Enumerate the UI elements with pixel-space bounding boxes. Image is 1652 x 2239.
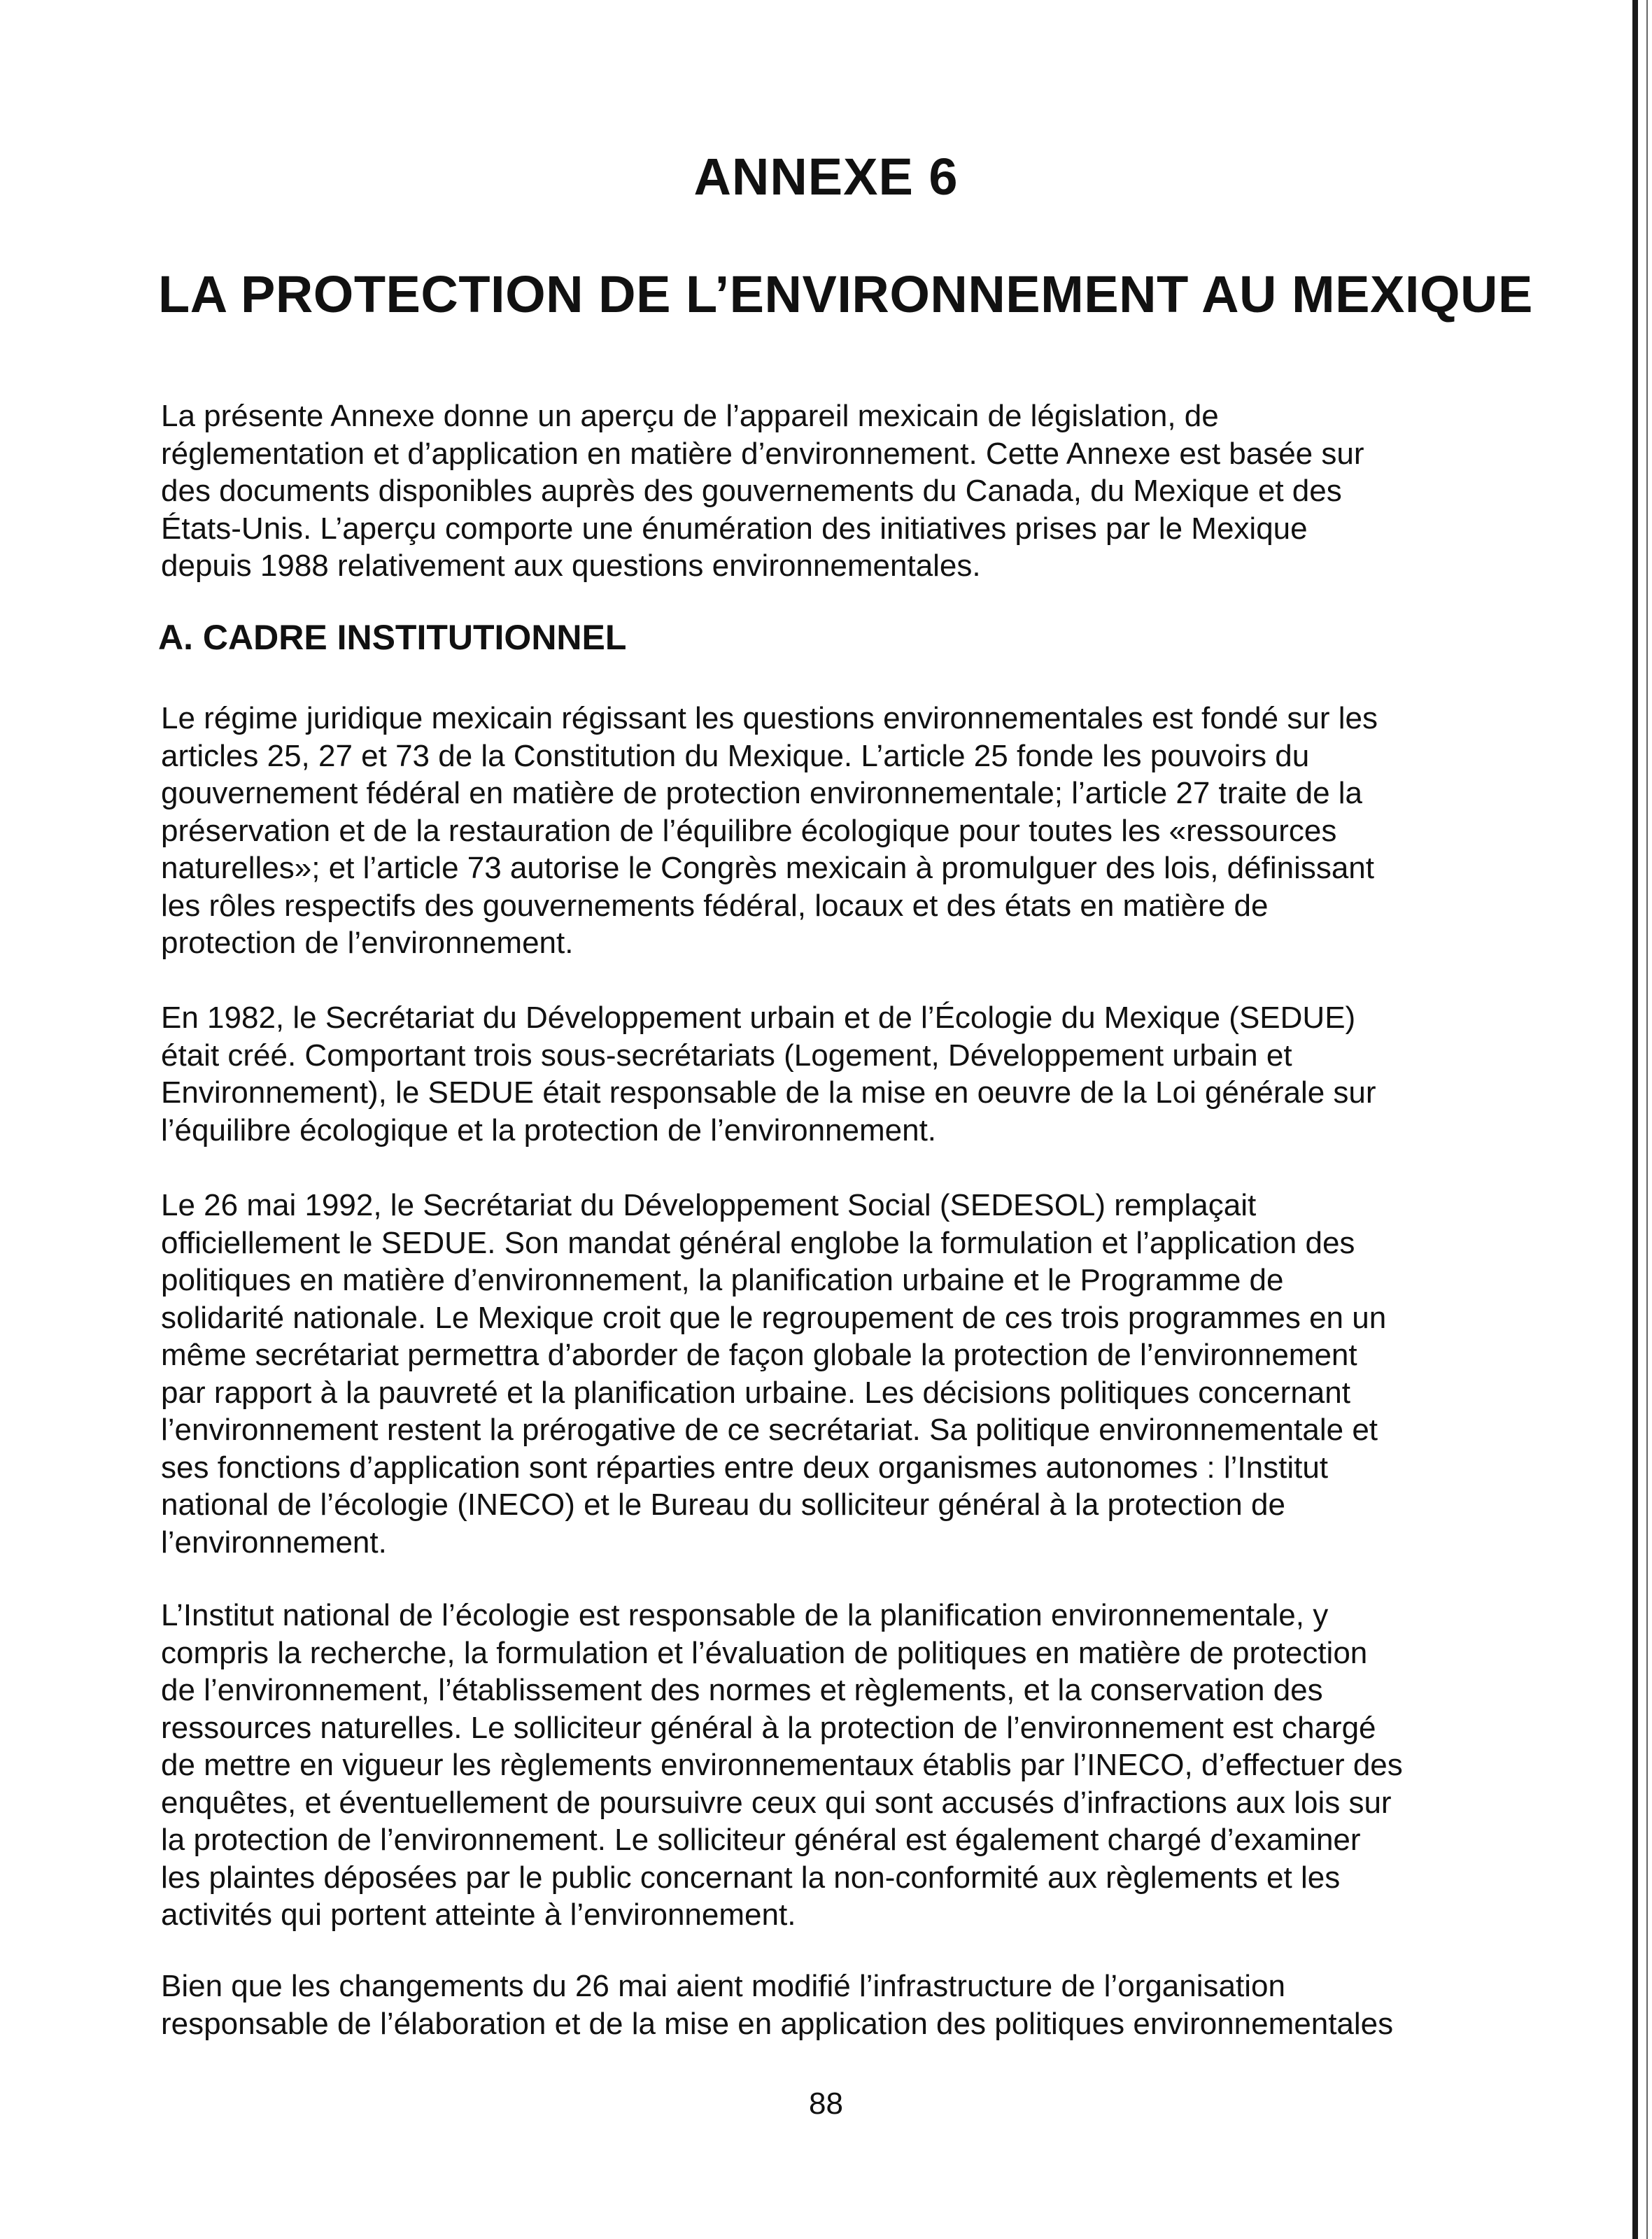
text-line: l’équilibre écologique et la protection de l’environnement. (161, 1113, 937, 1147)
text-line: articles 25, 27 et 73 de la Constitution du Mexique. L’article 25 fonde les pouvoirs du (161, 738, 1310, 773)
text-line: responsable de l’élaboration et de la mise en application des politiques environnementales (161, 2006, 1394, 2041)
page-number: 88 (809, 2086, 843, 2121)
paragraph-constitution (161, 700, 1532, 962)
text-line: solidarité nationale. Le Mexique croit que le regroupement de ces trois programmes en un (161, 1300, 1387, 1335)
text-line: ses fonctions d’application sont réparties entre deux organismes autonomes : l’Institut (161, 1450, 1329, 1485)
paragraph-changes (161, 1968, 1532, 2042)
text-line: même secrétariat permettra d’aborder de façon globale la protection de l’environnement (161, 1338, 1357, 1372)
text-line: naturelles»; et l’article 73 autorise le Congrès mexicain à promulguer des lois, définissant (161, 851, 1375, 885)
text-line: la protection de l’environnement. Le solliciteur général est également chargé d’examiner (161, 1823, 1361, 1857)
page-title: LA PROTECTION DE L’ENVIRONNEMENT AU MEXIQUE (158, 265, 1533, 323)
text-line: Environnement), le SEDUE était responsable de la mise en oeuvre de la Loi générale sur (161, 1075, 1376, 1110)
text-line: Le 26 mai 1992, le Secrétariat du Développement Social (SEDESOL) remplaçait (161, 1188, 1257, 1222)
text-line: protection de l’environnement. (161, 926, 574, 960)
text-line: préservation et de la restauration de l’équilibre écologique pour toutes les «ressources (161, 813, 1337, 848)
intro-paragraph (161, 397, 1532, 585)
text-line: L’Institut national de l’écologie est responsable de la planification environnementale, y (161, 1598, 1329, 1632)
annex-label: ANNEXE 6 (693, 148, 959, 206)
paragraph-sedue (161, 999, 1532, 1149)
text-line: États-Unis. L’aperçu comporte une énumération des initiatives prises par le Mexique (161, 511, 1308, 546)
text-line: ressources naturelles. Le solliciteur général à la protection de l’environnement est chargé (161, 1710, 1376, 1745)
text-line: gouvernement fédéral en matière de protection environnementale; l’article 27 traite de la (161, 776, 1363, 810)
text-line: politiques en matière d’environnement, la planification urbaine et le Programme de (161, 1263, 1284, 1297)
scan-edge-line-thin (1646, 0, 1648, 2239)
section-heading: A. CADRE INSTITUTIONNEL (158, 618, 627, 657)
text-line: des documents disponibles auprès des gouvernements du Canada, du Mexique et des (161, 474, 1342, 508)
text-line: Le régime juridique mexicain régissant les questions environnementales est fondé sur les (161, 701, 1378, 735)
text-line: par rapport à la pauvreté et la planification urbaine. Les décisions politiques concernant (161, 1375, 1350, 1410)
text-line: enquêtes, et éventuellement de poursuivre ceux qui sont accusés d’infractions aux lois sur (161, 1785, 1392, 1820)
text-line: En 1982, le Secrétariat du Développement urbain et de l’Écologie du Mexique (SEDUE) (161, 1001, 1356, 1035)
text-line: l’environnement. (161, 1525, 387, 1560)
text-line: les plaintes déposées par le public concernant la non-conformité aux règlements et les (161, 1860, 1341, 1895)
text-line: La présente Annexe donne un aperçu de l’appareil mexicain de législation, de (161, 399, 1219, 433)
text-line: de mettre en vigueur les règlements environnementaux établis par l’INECO, d’effectuer des (161, 1748, 1403, 1782)
paragraph-sedesol (161, 1187, 1532, 1561)
text-line: national de l’écologie (INECO) et le Bureau du solliciteur général à la protection de (161, 1488, 1285, 1522)
text-line: officiellement le SEDUE. Son mandat général englobe la formulation et l’application des (161, 1225, 1355, 1260)
text-line: Bien que les changements du 26 mai aient modifié l’infrastructure de l’organisation (161, 1969, 1285, 2003)
text-line: compris la recherche, la formulation et l’évaluation de politiques en matière de protection (161, 1635, 1368, 1670)
text-line: réglementation et d’application en matière d’environnement. Cette Annexe est basée sur (161, 436, 1364, 471)
text-line: depuis 1988 relativement aux questions environnementales. (161, 549, 981, 583)
paragraph-ineco (161, 1597, 1532, 1934)
text-line: était créé. Comportant trois sous-secrétariats (Logement, Développement urbain et (161, 1038, 1292, 1073)
text-line: les rôles respectifs des gouvernements fédéral, locaux et des états en matière de (161, 888, 1269, 923)
text-line: activités qui portent atteinte à l’environnement. (161, 1898, 796, 1932)
text-line: l’environnement restent la prérogative de ce secrétariat. Sa politique environnementale et (161, 1413, 1378, 1447)
scan-edge-line (1632, 0, 1638, 2239)
text-line: de l’environnement, l’établissement des normes et règlements, et la conservation des (161, 1673, 1323, 1707)
